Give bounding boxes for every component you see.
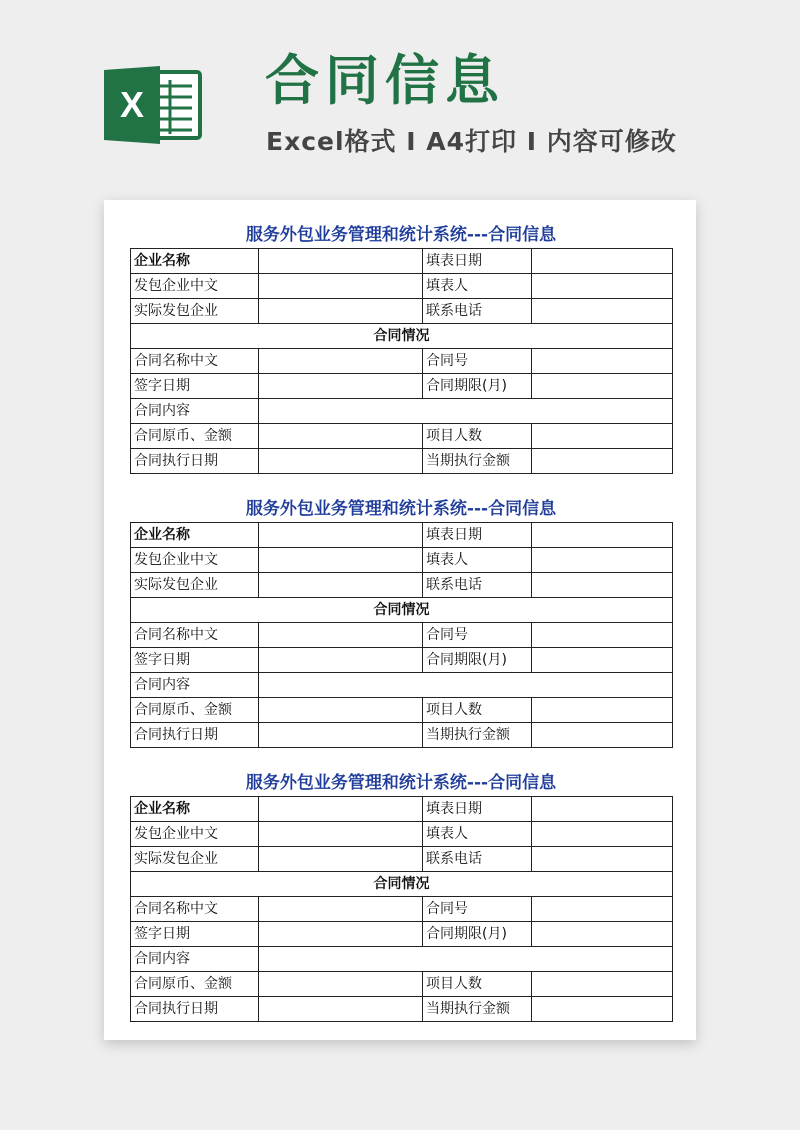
table-row [131,797,673,822]
table-row [131,374,673,399]
cell-label-project-people: 项目人数 [423,972,532,997]
cell-label-phone: 联系电话 [423,573,532,598]
cell-input-contract-name-cn[interactable] [259,897,423,922]
cell-input-current-amount[interactable] [532,997,673,1022]
table-row [131,274,673,299]
cell-input-contract-content[interactable] [259,399,673,424]
cell-label-contract-content: 合同内容 [131,947,259,972]
form-title: 服务外包业务管理和统计系统---合同信息 [245,773,557,793]
cell-input-contract-term[interactable] [532,922,673,947]
cell-input-contract-content[interactable] [259,673,673,698]
cell-input-project-people[interactable] [532,424,673,449]
cell-input-currency-amount[interactable] [259,424,423,449]
section-header: 合同情况 [131,598,673,623]
cell-input-phone[interactable] [532,299,673,324]
cell-input-company-name[interactable] [259,523,423,548]
table-row [131,822,673,847]
cell-input-exec-date[interactable] [259,723,423,748]
cell-label-sign-date: 签字日期 [131,648,259,673]
cell-input-currency-amount[interactable] [259,698,423,723]
table-row [131,723,673,748]
cell-label-exec-date: 合同执行日期 [131,997,259,1022]
cell-input-currency-amount[interactable] [259,972,423,997]
cell-input-fill-date[interactable] [532,523,673,548]
cell-input-project-people[interactable] [532,972,673,997]
table-row [131,673,673,698]
cell-label-contractor-cn: 发包企业中文 [131,822,259,847]
cell-input-sign-date[interactable] [259,374,423,399]
cell-input-exec-date[interactable] [259,997,423,1022]
excel-icon [104,66,202,144]
cell-label-actual-contractor: 实际发包企业 [131,847,259,872]
cell-label-project-people: 项目人数 [423,424,532,449]
cell-input-contract-term[interactable] [532,374,673,399]
page-title: 合同信息 [265,49,505,112]
cell-label-filler: 填表人 [423,274,532,299]
cell-label-exec-date: 合同执行日期 [131,723,259,748]
form-table [130,248,673,474]
table-row [131,449,673,474]
cell-label-fill-date: 填表日期 [423,523,532,548]
cell-label-filler: 填表人 [423,548,532,573]
cell-input-contractor-cn[interactable] [259,548,423,573]
table-row [131,324,673,349]
contract-form-3 [130,770,672,1022]
cell-input-company-name[interactable] [259,797,423,822]
cell-label-contractor-cn: 发包企业中文 [131,548,259,573]
cell-label-filler: 填表人 [423,822,532,847]
cell-input-fill-date[interactable] [532,797,673,822]
cell-label-company-name: 企业名称 [131,249,259,274]
cell-label-contract-content: 合同内容 [131,399,259,424]
section-header: 合同情况 [131,872,673,897]
cell-label-contract-content: 合同内容 [131,673,259,698]
excel-icon-letter: X [119,84,145,125]
cell-label-company-name: 企业名称 [131,523,259,548]
cell-label-sign-date: 签字日期 [131,374,259,399]
cell-input-actual-contractor[interactable] [259,847,423,872]
cell-label-contract-name-cn: 合同名称中文 [131,623,259,648]
cell-label-current-amount: 当期执行金额 [423,723,532,748]
cell-label-currency-amount: 合同原币、金额 [131,972,259,997]
cell-label-currency-amount: 合同原币、金额 [131,424,259,449]
table-row [131,299,673,324]
cell-input-project-people[interactable] [532,698,673,723]
cell-label-contract-no: 合同号 [423,349,532,374]
form-title: 服务外包业务管理和统计系统---合同信息 [245,499,557,519]
cell-input-contract-no[interactable] [532,897,673,922]
table-row [131,548,673,573]
table-row [131,947,673,972]
cell-input-contract-name-cn[interactable] [259,349,423,374]
cell-label-company-name: 企业名称 [131,797,259,822]
cell-input-contract-name-cn[interactable] [259,623,423,648]
cell-label-contract-term: 合同期限(月) [423,374,532,399]
cell-input-phone[interactable] [532,573,673,598]
table-row [131,623,673,648]
cell-input-sign-date[interactable] [259,922,423,947]
table-row [131,698,673,723]
cell-input-contractor-cn[interactable] [259,822,423,847]
table-row [131,847,673,872]
table-row [131,349,673,374]
cell-input-company-name[interactable] [259,249,423,274]
cell-input-filler[interactable] [532,822,673,847]
cell-label-current-amount: 当期执行金额 [423,449,532,474]
cell-label-contractor-cn: 发包企业中文 [131,274,259,299]
cell-input-contract-no[interactable] [532,623,673,648]
cell-input-phone[interactable] [532,847,673,872]
cell-label-actual-contractor: 实际发包企业 [131,299,259,324]
cell-input-contract-content[interactable] [259,947,673,972]
cell-input-fill-date[interactable] [532,249,673,274]
contract-form-2 [130,496,672,748]
cell-label-contract-name-cn: 合同名称中文 [131,897,259,922]
cell-input-current-amount[interactable] [532,449,673,474]
cell-input-actual-contractor[interactable] [259,573,423,598]
table-row [131,399,673,424]
cell-input-current-amount[interactable] [532,723,673,748]
form-title: 服务外包业务管理和统计系统---合同信息 [245,225,557,245]
cell-label-fill-date: 填表日期 [423,249,532,274]
cell-label-phone: 联系电话 [423,847,532,872]
cell-input-exec-date[interactable] [259,449,423,474]
cell-label-phone: 联系电话 [423,299,532,324]
cell-label-contract-name-cn: 合同名称中文 [131,349,259,374]
cell-label-contract-term: 合同期限(月) [423,648,532,673]
table-row [131,249,673,274]
cell-input-contract-no[interactable] [532,349,673,374]
table-row [131,972,673,997]
table-row [131,872,673,897]
cell-label-contract-no: 合同号 [423,623,532,648]
cell-label-contract-no: 合同号 [423,897,532,922]
table-row [131,897,673,922]
table-row [131,598,673,623]
document-sheet [104,200,696,1040]
cell-input-actual-contractor[interactable] [259,299,423,324]
cell-label-fill-date: 填表日期 [423,797,532,822]
table-row [131,523,673,548]
contract-form-1 [130,222,672,474]
cell-input-filler[interactable] [532,274,673,299]
cell-input-filler[interactable] [532,548,673,573]
cell-label-project-people: 项目人数 [423,698,532,723]
form-table [130,522,673,748]
section-header: 合同情况 [131,324,673,349]
cell-label-actual-contractor: 实际发包企业 [131,573,259,598]
table-row [131,648,673,673]
table-row [131,997,673,1022]
page-subtitle: Excel格式 I A4打印 I 内容可修改 [266,127,677,156]
cell-label-current-amount: 当期执行金额 [423,997,532,1022]
table-row [131,573,673,598]
cell-label-exec-date: 合同执行日期 [131,449,259,474]
page-header [0,0,800,200]
cell-input-sign-date[interactable] [259,648,423,673]
cell-label-sign-date: 签字日期 [131,922,259,947]
table-row [131,424,673,449]
table-row [131,922,673,947]
cell-input-contract-term[interactable] [532,648,673,673]
cell-label-contract-term: 合同期限(月) [423,922,532,947]
cell-label-currency-amount: 合同原币、金额 [131,698,259,723]
form-table [130,796,673,1022]
cell-input-contractor-cn[interactable] [259,274,423,299]
